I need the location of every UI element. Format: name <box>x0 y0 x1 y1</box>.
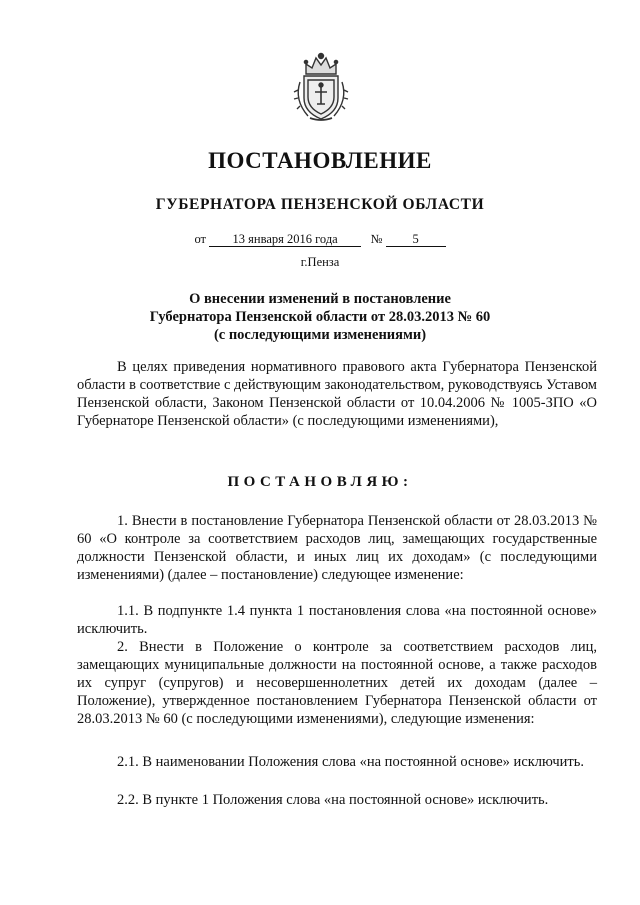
item-1-1: 1.1. В подпункте 1.4 пункта 1 постановления слова «на постоянной основе» исключить. <box>77 603 597 637</box>
city: г.Пенза <box>300 255 340 269</box>
item-1: 1. Внести в постановление Губернатора Пензенской области от 28.03.2013 № 60 «О контроле за соответствием расходов лиц, замещающих государственные должности Пензенской области, и иных лиц их доходам» (с последующими изменениями) (далее – постановление) следующее изменение: <box>77 513 597 583</box>
item-2-2: 2.2. В пункте 1 Положения слова «на постоянной основе» исключить. <box>117 792 549 808</box>
document-title: ПОСТАНОВЛЕНИЕ <box>208 148 432 173</box>
date-prefix: от <box>194 232 206 246</box>
decree-word: ПОСТАНОВЛЯЮ: <box>227 474 413 490</box>
heading-line: Губернатора Пензенской области от 28.03.2013 № 60 <box>149 309 491 325</box>
item-2-1: 2.1. В наименовании Положения слова «на постоянной основе» исключить. <box>117 754 584 770</box>
date-number-line <box>0 232 640 247</box>
heading-line: О внесении изменений в постановление <box>189 291 451 307</box>
number-label: № <box>370 232 383 246</box>
preamble-paragraph: В целях приведения нормативного правового акта Губернатора Пензенской области в соответствие с действующим законодательством, руководствуясь Уставом Пензенской области, Законом Пензенской области от 10.04.2006 № 1005-ЗПО «О Губернаторе Пензенской области» (с последующими изменениями), <box>77 359 597 429</box>
number-value: 5 <box>386 232 446 247</box>
document-subtitle: ГУБЕРНАТОРА ПЕНЗЕНСКОЙ ОБЛАСТИ <box>155 196 485 213</box>
document-heading <box>0 290 640 344</box>
coat-of-arms-emblem <box>290 52 352 122</box>
date-value: 13 января 2016 года <box>209 232 361 247</box>
item-2: 2. Внести в Положение о контроле за соответствием расходов лиц, замещающих муниципальные должности на постоянной основе, а также расходов их супруг (супругов) и несовершеннолетних детей их доходам (далее – Положение), утвержденное постановлением Губернатора Пензенской области от 28.03.2013 № 60 (с последующими изменениями), следующие изменения: <box>77 639 597 727</box>
heading-line: (с последующими изменениями) <box>213 327 427 343</box>
